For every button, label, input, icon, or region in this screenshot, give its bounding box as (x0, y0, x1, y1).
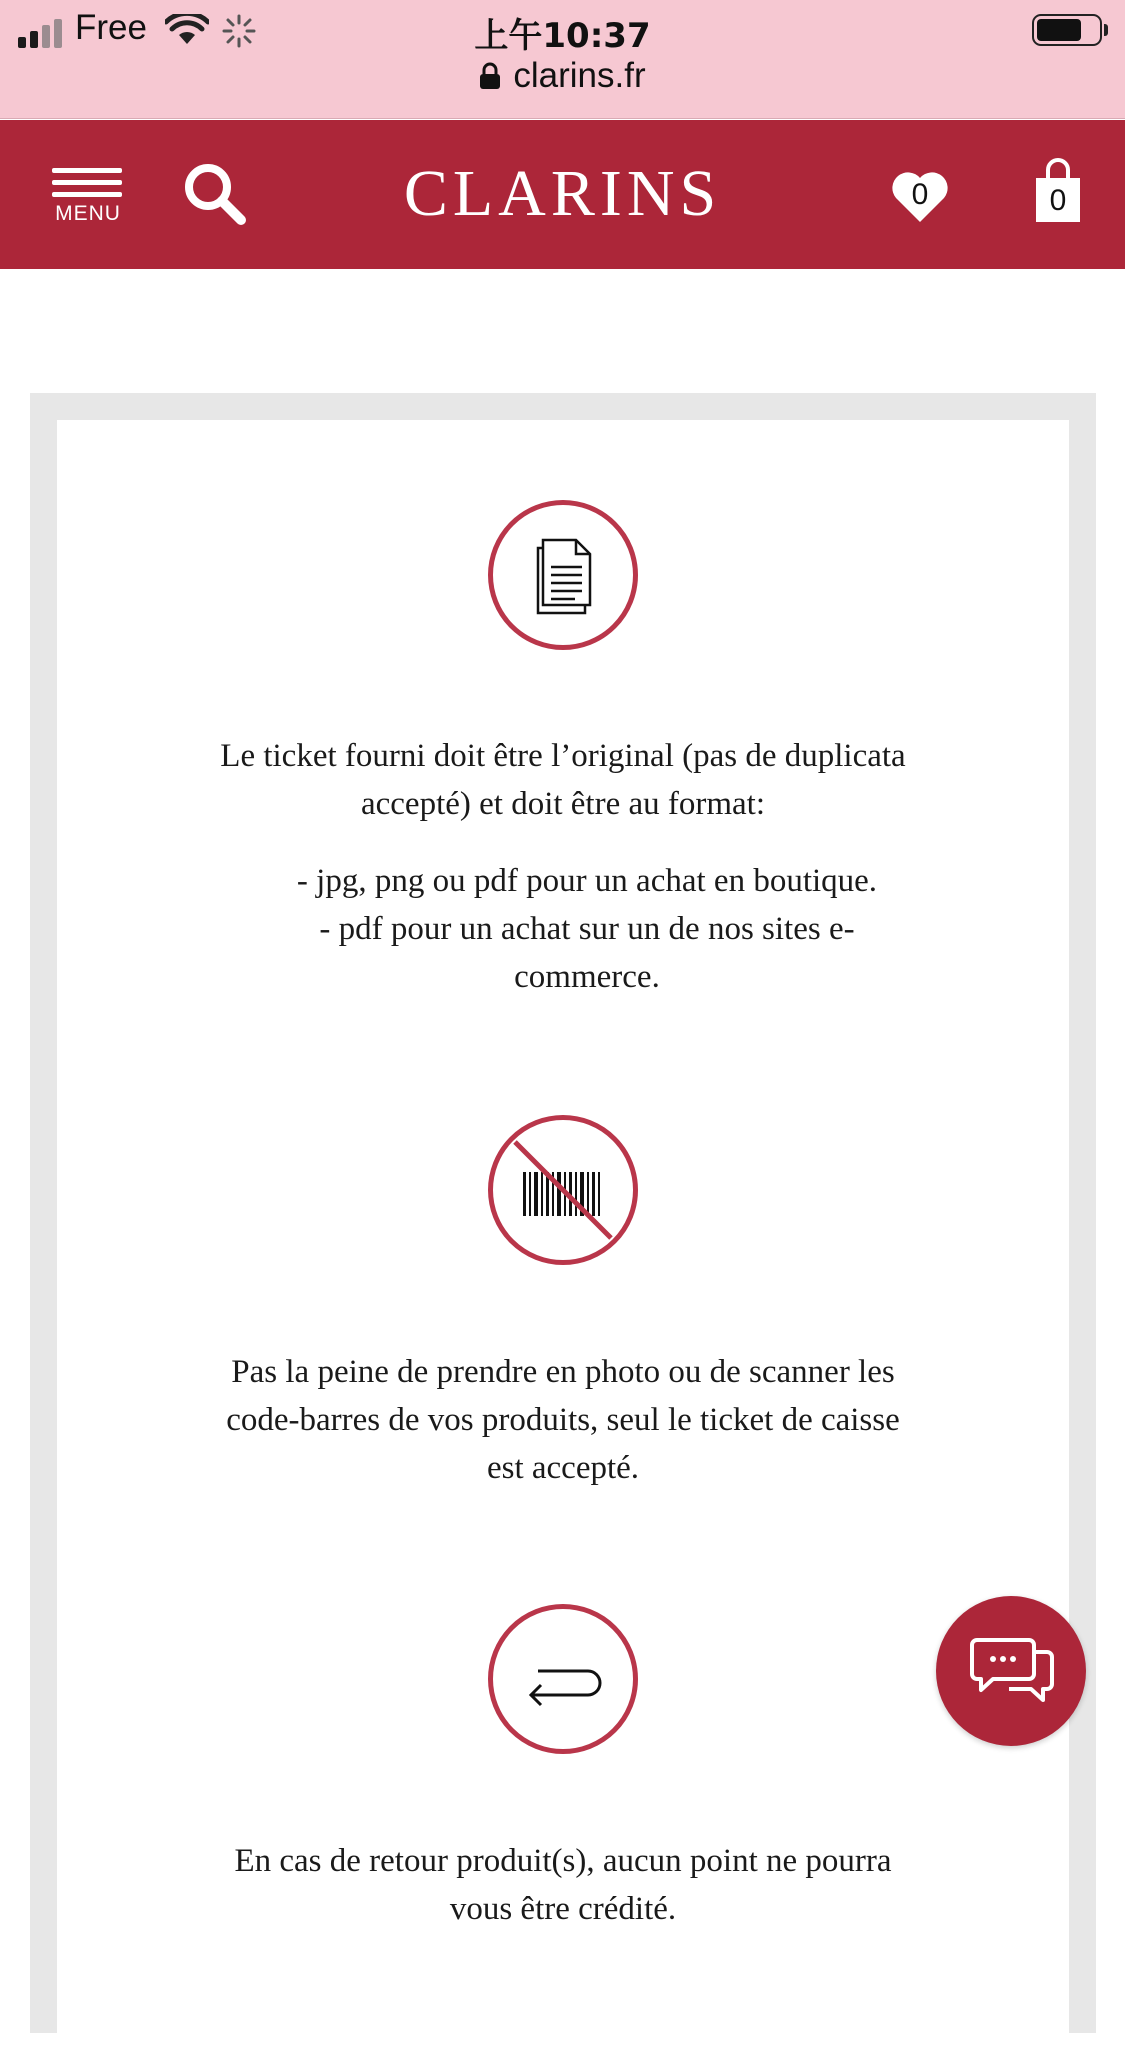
clarins-logo[interactable]: CLARINS (403, 157, 722, 230)
bag-count: 0 (1049, 184, 1067, 217)
chat-button[interactable] (936, 1596, 1086, 1746)
site-header (0, 120, 1125, 269)
return-arrow-icon (488, 1604, 638, 1754)
wishlist-count: 0 (911, 178, 929, 211)
shopping-bag-button[interactable] (1034, 156, 1082, 226)
info-card-frame (30, 393, 1096, 2033)
battery-icon (1032, 14, 1102, 46)
barcode-notice-text: Pas la peine de prendre en photo ou de scanner les code-barres de vos produits, seul le ticket de caisse est accepté. (226, 1354, 900, 1486)
browser-status-bar (0, 0, 1125, 119)
address-bar[interactable] (0, 56, 1125, 96)
original-ticket-text: Le ticket fourni doit être l’original (pas de duplicata accepté) et doit être au format: (220, 738, 906, 822)
document-icon (488, 500, 638, 650)
no-barcode-icon (488, 1115, 638, 1265)
chat-bubbles-icon (969, 1636, 1055, 1708)
battery-tip (1104, 24, 1108, 36)
carrier-name: Free (75, 8, 147, 47)
url-text: clarins.fr (513, 56, 646, 95)
wishlist-button[interactable] (890, 170, 950, 224)
info-card (57, 420, 1069, 2060)
return-policy-text: En cas de retour produit(s), aucun point ne pourra vous être crédité. (234, 1843, 892, 1927)
format-list-text: - jpg, png ou pdf pour un achat en boutique. - pdf pour un achat sur un de nos sites e- commerce. (296, 863, 878, 995)
lock-icon (479, 62, 501, 90)
status-time: 上午10:37 (474, 16, 651, 56)
menu-label: MENU (55, 202, 121, 225)
